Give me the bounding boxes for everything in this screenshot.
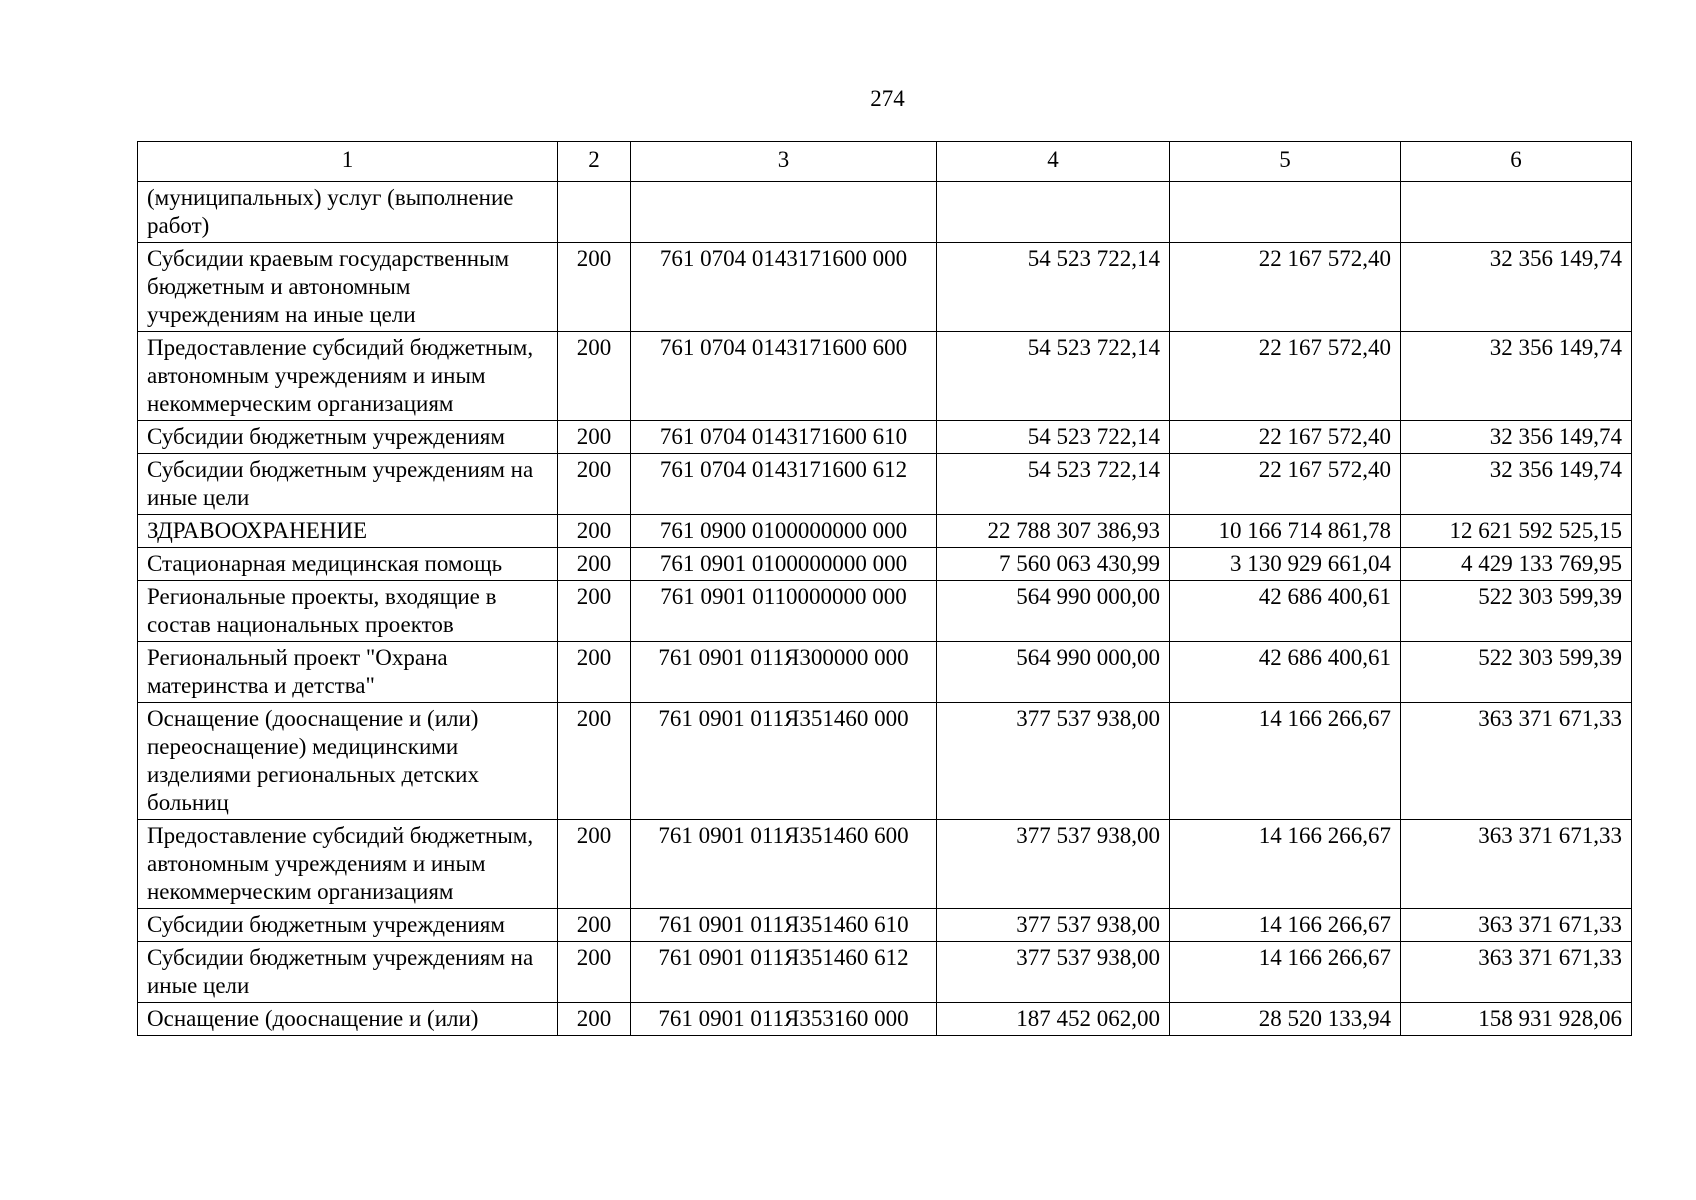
row-grbs-cell: 200	[558, 332, 631, 421]
row-value-col5-cell: 22 167 572,40	[1170, 332, 1401, 421]
row-value-col5-cell: 14 166 266,67	[1170, 703, 1401, 820]
row-value-col5-cell: 3 130 929 661,04	[1170, 548, 1401, 581]
row-name-cell: Предоставление субсидий бюджетным, автономным учреждениям и иным некоммерческим организациям	[138, 332, 558, 421]
row-code-cell: 761 0901 011Я351460 600	[631, 820, 937, 909]
table-row	[138, 909, 1632, 942]
row-code-cell: 761 0901 011Я300000 000	[631, 642, 937, 703]
row-grbs-cell: 200	[558, 454, 631, 515]
table-body	[138, 142, 1632, 1036]
row-value-col4-cell: 54 523 722,14	[937, 332, 1170, 421]
row-value-col6-cell: 4 429 133 769,95	[1401, 548, 1632, 581]
row-value-col5-cell: 22 167 572,40	[1170, 243, 1401, 332]
row-code-cell: 761 0704 0143171600 600	[631, 332, 937, 421]
row-grbs-cell: 200	[558, 548, 631, 581]
row-value-col6-cell: 32 356 149,74	[1401, 421, 1632, 454]
row-code-cell: 761 0704 0143171600 610	[631, 421, 937, 454]
row-value-col4-cell: 54 523 722,14	[937, 421, 1170, 454]
row-grbs-cell: 200	[558, 642, 631, 703]
row-value-col5-cell: 42 686 400,61	[1170, 581, 1401, 642]
row-grbs-cell	[558, 182, 631, 243]
row-value-col6-cell: 363 371 671,33	[1401, 942, 1632, 1003]
row-value-col4-cell: 377 537 938,00	[937, 703, 1170, 820]
column-header-2: 2	[558, 142, 631, 182]
table-row	[138, 515, 1632, 548]
row-name-cell: Оснащение (дооснащение и (или)	[138, 1003, 558, 1036]
column-header-5: 5	[1170, 142, 1401, 182]
row-value-col4-cell: 377 537 938,00	[937, 820, 1170, 909]
row-value-col5-cell: 10 166 714 861,78	[1170, 515, 1401, 548]
row-name-cell: Субсидии бюджетным учреждениям на иные цели	[138, 942, 558, 1003]
row-value-col6-cell: 158 931 928,06	[1401, 1003, 1632, 1036]
row-value-col6-cell: 363 371 671,33	[1401, 820, 1632, 909]
row-value-col5-cell: 22 167 572,40	[1170, 421, 1401, 454]
row-grbs-cell: 200	[558, 703, 631, 820]
row-value-col5-cell	[1170, 182, 1401, 243]
row-grbs-cell: 200	[558, 581, 631, 642]
row-name-cell: Субсидии краевым государственным бюджетным и автономным учреждениям на иные цели	[138, 243, 558, 332]
row-value-col4-cell: 564 990 000,00	[937, 581, 1170, 642]
row-value-col6-cell: 363 371 671,33	[1401, 909, 1632, 942]
table-row	[138, 243, 1632, 332]
row-name-cell: Субсидии бюджетным учреждениям	[138, 421, 558, 454]
row-code-cell: 761 0901 011Я351460 000	[631, 703, 937, 820]
row-grbs-cell: 200	[558, 820, 631, 909]
row-value-col6-cell: 32 356 149,74	[1401, 332, 1632, 421]
budget-table	[137, 141, 1632, 1036]
row-name-cell: Субсидии бюджетным учреждениям	[138, 909, 558, 942]
row-value-col4-cell: 187 452 062,00	[937, 1003, 1170, 1036]
row-value-col6-cell: 363 371 671,33	[1401, 703, 1632, 820]
table-row	[138, 421, 1632, 454]
row-value-col6-cell: 32 356 149,74	[1401, 454, 1632, 515]
row-name-cell: Оснащение (дооснащение и (или) переоснащение) медицинскими изделиями региональных детских больниц	[138, 703, 558, 820]
row-name-cell: Субсидии бюджетным учреждениям на иные цели	[138, 454, 558, 515]
row-grbs-cell: 200	[558, 1003, 631, 1036]
row-value-col5-cell: 14 166 266,67	[1170, 942, 1401, 1003]
row-value-col4-cell: 54 523 722,14	[937, 454, 1170, 515]
column-header-1: 1	[138, 142, 558, 182]
row-name-cell: (муниципальных) услуг (выполнение работ)	[138, 182, 558, 243]
column-header-3: 3	[631, 142, 937, 182]
row-grbs-cell: 200	[558, 421, 631, 454]
page-number: 274	[870, 86, 905, 111]
row-code-cell: 761 0901 0110000000 000	[631, 581, 937, 642]
row-value-col5-cell: 28 520 133,94	[1170, 1003, 1401, 1036]
row-code-cell: 761 0901 011Я351460 612	[631, 942, 937, 1003]
row-value-col4-cell: 54 523 722,14	[937, 243, 1170, 332]
table-row	[138, 454, 1632, 515]
table-row	[138, 942, 1632, 1003]
row-grbs-cell: 200	[558, 515, 631, 548]
row-code-cell: 761 0901 011Я353160 000	[631, 1003, 937, 1036]
row-value-col6-cell: 522 303 599,39	[1401, 642, 1632, 703]
row-code-cell: 761 0900 0100000000 000	[631, 515, 937, 548]
row-value-col5-cell: 14 166 266,67	[1170, 909, 1401, 942]
table-row	[138, 820, 1632, 909]
row-code-cell: 761 0704 0143171600 612	[631, 454, 937, 515]
row-code-cell: 761 0704 0143171600 000	[631, 243, 937, 332]
row-code-cell: 761 0901 0100000000 000	[631, 548, 937, 581]
row-name-cell: Стационарная медицинская помощь	[138, 548, 558, 581]
row-code-cell: 761 0901 011Я351460 610	[631, 909, 937, 942]
row-value-col5-cell: 42 686 400,61	[1170, 642, 1401, 703]
column-number-header-row	[138, 142, 1632, 182]
column-header-4: 4	[937, 142, 1170, 182]
row-name-cell: Региональные проекты, входящие в состав национальных проектов	[138, 581, 558, 642]
row-code-cell	[631, 182, 937, 243]
row-value-col6-cell	[1401, 182, 1632, 243]
table-row	[138, 182, 1632, 243]
row-value-col6-cell: 32 356 149,74	[1401, 243, 1632, 332]
row-name-cell: ЗДРАВООХРАНЕНИЕ	[138, 515, 558, 548]
table-row	[138, 581, 1632, 642]
column-header-6: 6	[1401, 142, 1632, 182]
table-row	[138, 548, 1632, 581]
row-name-cell: Предоставление субсидий бюджетным, автономным учреждениям и иным некоммерческим организациям	[138, 820, 558, 909]
row-grbs-cell: 200	[558, 942, 631, 1003]
table-row	[138, 1003, 1632, 1036]
row-value-col4-cell: 564 990 000,00	[937, 642, 1170, 703]
row-value-col4-cell: 22 788 307 386,93	[937, 515, 1170, 548]
row-value-col6-cell: 12 621 592 525,15	[1401, 515, 1632, 548]
row-value-col4-cell	[937, 182, 1170, 243]
table-row	[138, 642, 1632, 703]
table-row	[138, 332, 1632, 421]
table-row	[138, 703, 1632, 820]
row-grbs-cell: 200	[558, 243, 631, 332]
row-name-cell: Региональный проект "Охрана материнства и детства"	[138, 642, 558, 703]
row-value-col5-cell: 22 167 572,40	[1170, 454, 1401, 515]
row-value-col4-cell: 377 537 938,00	[937, 909, 1170, 942]
row-value-col6-cell: 522 303 599,39	[1401, 581, 1632, 642]
row-value-col4-cell: 377 537 938,00	[937, 942, 1170, 1003]
row-grbs-cell: 200	[558, 909, 631, 942]
row-value-col4-cell: 7 560 063 430,99	[937, 548, 1170, 581]
row-value-col5-cell: 14 166 266,67	[1170, 820, 1401, 909]
